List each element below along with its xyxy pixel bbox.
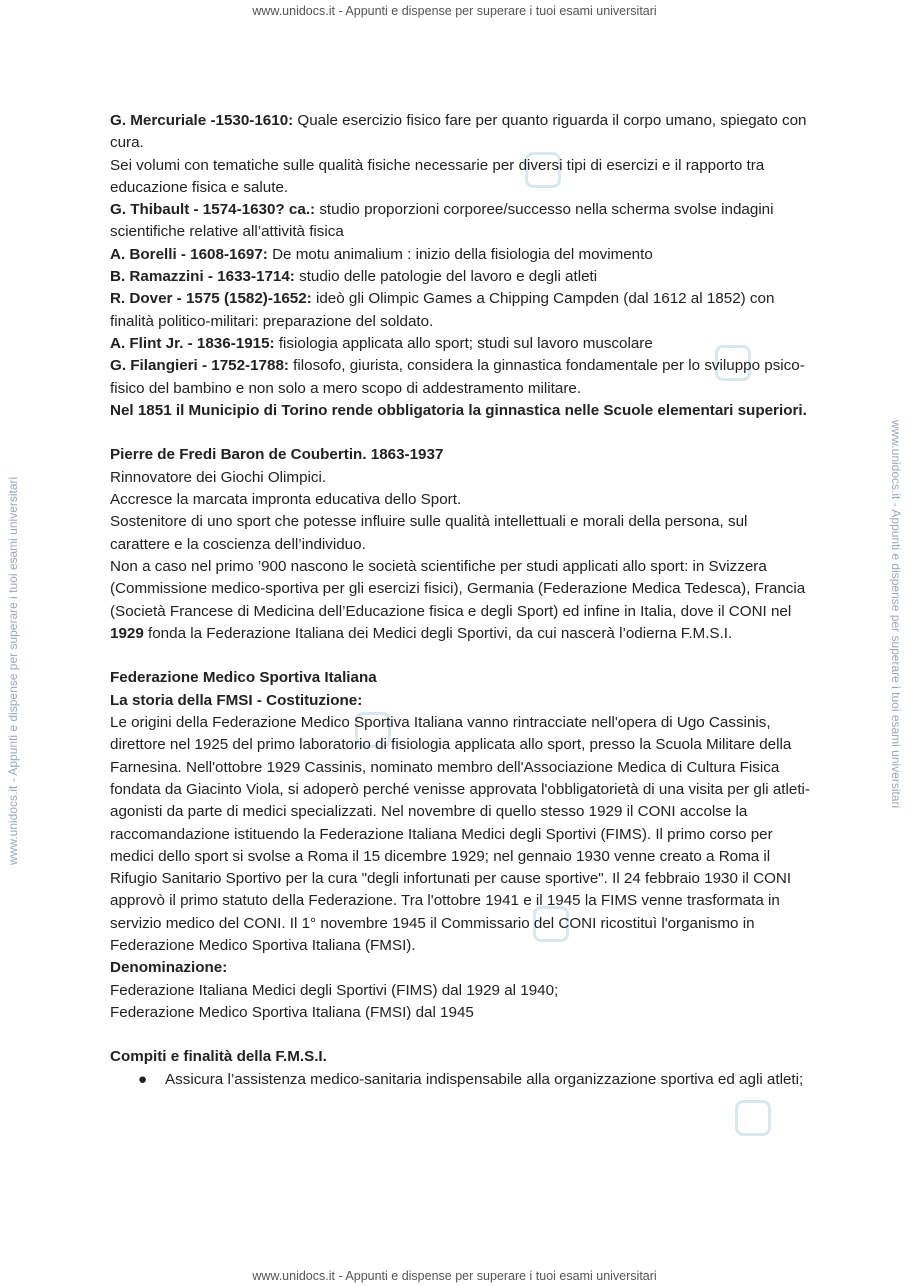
- paragraph-flint: [110, 333, 810, 355]
- name-mercuriale: G. Mercuriale -1530-1610:: [110, 112, 294, 129]
- text-borelli: De motu animalium : inizio della fisiologia del movimento: [267, 245, 653, 263]
- document-body: [110, 110, 810, 1091]
- title-compiti: Compiti e finalità della F.M.S.I.: [110, 1048, 327, 1066]
- text-thibault: studio proporzioni corporee/successo nella scherma svolse indagini scientifiche relative all’attività fisica: [110, 201, 774, 241]
- name-ramazzini: B. Ramazzini - 1633-1714:: [110, 268, 295, 286]
- list-item: [110, 1069, 810, 1091]
- name-filangieri: G. Filangieri - 1752-1788:: [110, 357, 289, 375]
- text-ramazzini: studio delle patologie del lavoro e degli atleti: [294, 268, 598, 286]
- paragraph-ramazzini: [110, 266, 810, 288]
- paragraph-volumi: Sei volumi con tematiche sulle qualità fisiche necessarie per diversi tipi di esercizi e il rapporto tra educazione fisica e salute.: [110, 156, 765, 196]
- text-mercuriale: Quale esercizio fisico fare per quanto riguarda il corpo umano, spiegato con cura.: [110, 112, 807, 152]
- paragraph-coubertin-3: Sostenitore di uno sport che potesse influire sulle qualità intellettuali e morali della persona, sul carattere e la coscienza dell’individuo.: [110, 513, 748, 553]
- year-1929: 1929: [110, 624, 144, 642]
- section-title-fmsi: [110, 667, 810, 689]
- spacer: [110, 422, 810, 444]
- paragraph-denominazione-2: Federazione Medico Sportiva Italiana (FMSI) dal 1945: [110, 1003, 474, 1021]
- paragraph-coubertin-4: [110, 556, 810, 645]
- title-coubertin: Pierre de Fredi Baron de Coubertin. 1863-1937: [110, 446, 444, 464]
- title-fmsi: Federazione Medico Sportiva Italiana: [110, 669, 377, 687]
- section-title-coubertin: [110, 444, 810, 466]
- watermark-footer: www.unidocs.it - Appunti e dispense per superare i tuoi esami universitari: [252, 1269, 657, 1283]
- subtitle-storia: La storia della FMSI - Costituzione:: [110, 691, 363, 709]
- section-subtitle-storia: [110, 690, 810, 712]
- paragraph-coubertin-1: Rinnovatore dei Giochi Olimpici.: [110, 468, 327, 486]
- section-title-compiti: [110, 1046, 810, 1068]
- name-thibault: G. Thibault - 1574-1630? ca.:: [110, 201, 316, 219]
- name-flint: A. Flint Jr. - 1836-1915:: [110, 334, 275, 352]
- text-dover: ideò gli Olimpic Games a Chipping Campden (dal 1612 al 1852) con finalità politico-militari: preparazione del soldato.: [110, 290, 775, 330]
- paragraph-filangieri: [110, 355, 810, 400]
- bullet-icon: ●: [138, 1070, 148, 1088]
- text-fmsi-origin: fonda la Federazione Italiana dei Medici degli Sportivi, da cui nascerà l’odierna F.M.S.I.: [143, 624, 733, 642]
- paragraph-borelli: [110, 244, 810, 266]
- paragraph-denominazione-1: Federazione Italiana Medici degli Sportivi (FIMS) dal 1929 al 1940;: [110, 981, 559, 999]
- watermark-logo-icon: [735, 1100, 771, 1136]
- paragraph-storia: Le origini della Federazione Medico Sportiva Italiana vanno rintracciate nell'opera di Ugo Cassinis, direttore nel 1925 del primo laboratorio di fisiologia applicata allo sport, presso la Scuola Militare della Farnesina. Nell'ottobre 1929 Cassinis, nominato membro dell'Associazione Medica di Cultura Fisica fondata da Giacinto Viola, si adoperò perché venisse approvata l'obbligatorietà di una visita per gli atleti-agonisti da parte di medici specializzati. Nel novembre di quello stesso 1929 il CONI accolse la raccomandazione istituendo la Federazione Italiana Medici degli Sportivi (FIMS). Il primo corso per medici dello sport si svolse a Roma il 15 dicembre 1929; nel gennaio 1930 venne creato a Roma il Rifugio Sanitario Sportivo per la cura "degli infortunati per cause sportive". Il 24 febbraio 1930 il CONI approvò il primo statuto della Federazione. Tra l'ottobre 1941 e il 1945 la FIMS venne trasformata in servizio medico del CONI. Il 1° novembre 1945 il Commissario del CONI ricostituì l'organismo in Federazione Medico Sportiva Italiana (FMSI).: [110, 714, 810, 954]
- spacer: [110, 645, 810, 667]
- watermark-header: www.unidocs.it - Appunti e dispense per superare i tuoi esami universitari: [252, 4, 657, 18]
- text-flint: fisiologia applicata allo sport; studi sul lavoro muscolare: [274, 334, 653, 352]
- paragraph-dover: [110, 288, 810, 333]
- spacer: [110, 1024, 810, 1046]
- paragraph-thibault: [110, 199, 810, 244]
- text-torino: Nel 1851 il Municipio di Torino rende obbligatoria la ginnastica nelle Scuole elementari superiori.: [110, 401, 807, 419]
- name-borelli: A. Borelli - 1608-1697:: [110, 245, 268, 263]
- paragraph-torino: [110, 400, 810, 422]
- watermark-side-right: www.unidocs.it - Appunti e dispense per superare i tuoi esami universitari: [889, 420, 903, 809]
- text-societa: Non a caso nel primo ’900 nascono le società scientifiche per studi applicati allo sport: in Svizzera (Commissione medico-sportiva per gli esercizi fisici), Germania (Federazione Medica Tedesca), Francia (Società Francese di Medicina dell’Educazione fisica e degli Sport) ed infine in Italia, dove il CONI nel: [110, 557, 806, 620]
- paragraph-coubertin-2: Accresce la marcata impronta educativa dello Sport.: [110, 491, 462, 509]
- paragraph-mercuriale: [110, 110, 810, 155]
- subtitle-denominazione: Denominazione:: [110, 959, 228, 977]
- watermark-side-left: www.unidocs.it - Appunti e dispense per superare i tuoi esami universitari: [6, 476, 20, 865]
- section-subtitle-denominazione: [110, 957, 810, 979]
- list-item-text: Assicura l’assistenza medico-sanitaria indispensabile alla organizzazione sportiva ed agli atleti;: [165, 1070, 804, 1088]
- name-dover: R. Dover - 1575 (1582)-1652:: [110, 290, 312, 308]
- text-filangieri: filosofo, giurista, considera la ginnastica fondamentale per lo sviluppo psico-fisico del bambino e non solo a mero scopo di addestramento militare.: [110, 357, 805, 397]
